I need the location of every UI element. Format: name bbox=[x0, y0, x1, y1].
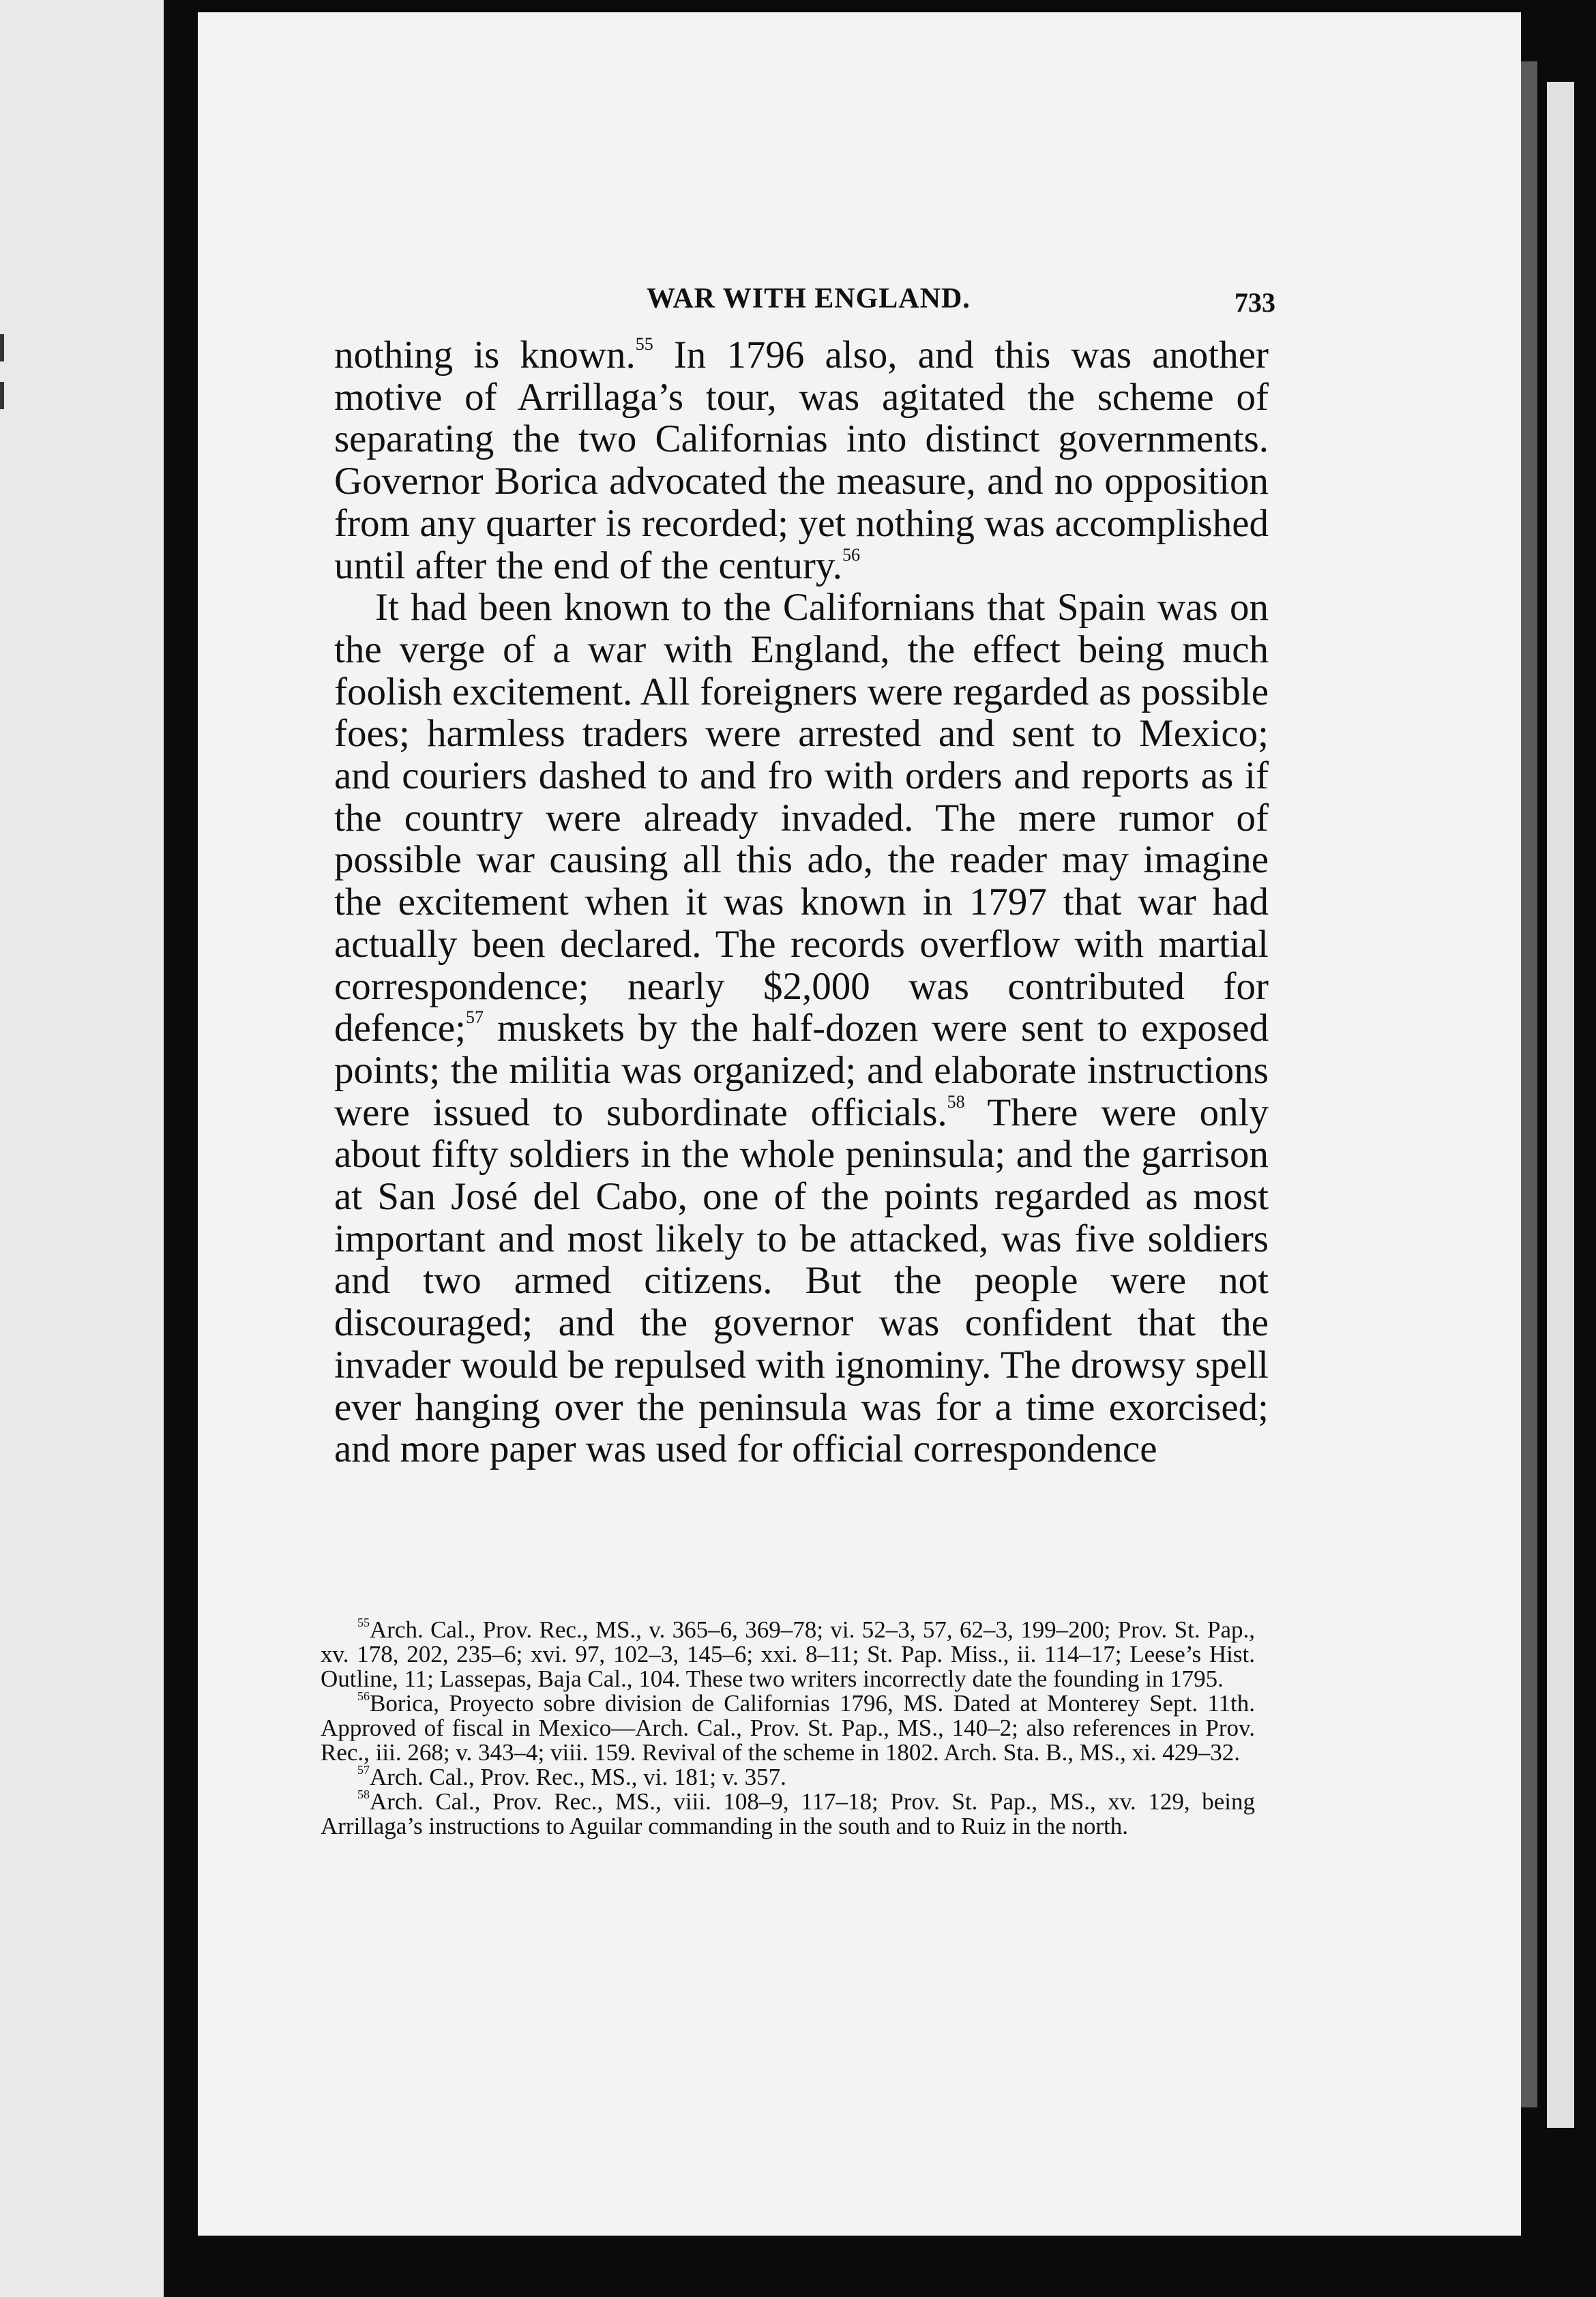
body-text bbox=[334, 334, 1269, 1470]
page-header bbox=[341, 274, 1275, 322]
footnote-text: Borica, Proyecto sobre division de Californias 1796, MS. Dated at Monterey Sept. 11th. Approved of fiscal in Mexico—Arch. Cal., Prov. St. Pap., MS., 140–2; also references in Prov. Rec., iii. 268; v. 343–4; viii. 159. Revival of the scheme in 1802. Arch. Sta. B., MS., xi. 429–32. bbox=[321, 1690, 1255, 1766]
footnote-number: 55 bbox=[357, 1616, 370, 1629]
footnote-number: 58 bbox=[357, 1788, 370, 1801]
text-run: nothing is known. bbox=[334, 334, 636, 376]
paragraph-1 bbox=[334, 334, 1269, 587]
footnotes bbox=[321, 1618, 1255, 1839]
footnote-58 bbox=[321, 1790, 1255, 1839]
footnote-text: Arch. Cal., Prov. Rec., MS., vi. 181; v. 357. bbox=[370, 1764, 786, 1790]
footnote-ref-58[interactable]: 58 bbox=[947, 1091, 965, 1112]
footnote-ref-55[interactable]: 55 bbox=[635, 334, 653, 354]
text-run: In 1796 also, and this was another motive of Arrillaga’s tour, was agitated the scheme of separating the two Californias into distinct governments. Governor Borica advocated the measure, and no opposition from any quarter is recorded; yet nothing was accomplished until after the end of the century. bbox=[334, 334, 1269, 587]
facing-page-marks bbox=[0, 334, 5, 430]
footnote-55 bbox=[321, 1618, 1255, 1691]
paragraph-2 bbox=[334, 587, 1269, 1470]
footnote-56 bbox=[321, 1691, 1255, 1765]
footnote-ref-57[interactable]: 57 bbox=[466, 1007, 484, 1028]
page-stack-edge-light bbox=[1547, 82, 1574, 2128]
text-run: There were only about fifty soldiers in the whole peninsula; and the garrison at San José del Cabo, one of the points regarded as most important and most likely to be attacked, was five soldiers and two armed citizens. But the people were not discouraged; and the governor was confident that the invader would be repulsed with ignominy. The drowsy spell ever hanging over the peninsula was for a time exorcised; and more paper was used for official correspondence bbox=[334, 1091, 1269, 1471]
page-stack-edge bbox=[1521, 61, 1537, 2107]
footnote-number: 57 bbox=[357, 1763, 370, 1777]
footnote-number: 56 bbox=[357, 1689, 370, 1703]
footnote-ref-56[interactable]: 56 bbox=[842, 544, 860, 565]
footnote-57 bbox=[321, 1765, 1255, 1790]
text-run: muskets by the half-dozen were sent to exposed points; the militia was organized; and elaborate instructions were issued to subordinate officials. bbox=[334, 1007, 1269, 1134]
footnote-text: Arch. Cal., Prov. Rec., MS., viii. 108–9, 117–18; Prov. St. Pap., MS., xv. 129, being Arrillaga’s instructions to Aguilar commanding in the south and to Ruiz in the north. bbox=[321, 1788, 1255, 1839]
facing-page-edge bbox=[0, 0, 164, 2297]
text-run: It had been known to the Californians that Spain was on the verge of a war with England, the effect being much foolish excitement. All foreigners were regarded as possible foes; harmless traders were arrested and sent to Mexico; and couriers dashed to and fro with orders and reports as if the country were already invaded. The mere rumor of possible war causing all this ado, the reader may imagine the excitement when it was known in 1797 that war had actually been declared. The records overflow with martial correspondence; nearly $2,000 was contributed for defence; bbox=[334, 586, 1269, 1050]
footnote-text: Arch. Cal., Prov. Rec., MS., v. 365–6, 369–78; vi. 52–3, 57, 62–3, 199–200; Prov. St. Pap., xv. 178, 202, 235–6; xvi. 97, 102–3, 145–6; xxi. 8–11; St. Pap. Miss., ii. 114–17; Leese’s Hist. Outline, 11; Lassepas, Baja Cal., 104. These two writers incorrectly date the founding in 1795. bbox=[321, 1616, 1255, 1692]
page-number: 733 bbox=[1235, 287, 1275, 318]
running-head: WAR WITH ENGLAND. bbox=[647, 283, 971, 314]
